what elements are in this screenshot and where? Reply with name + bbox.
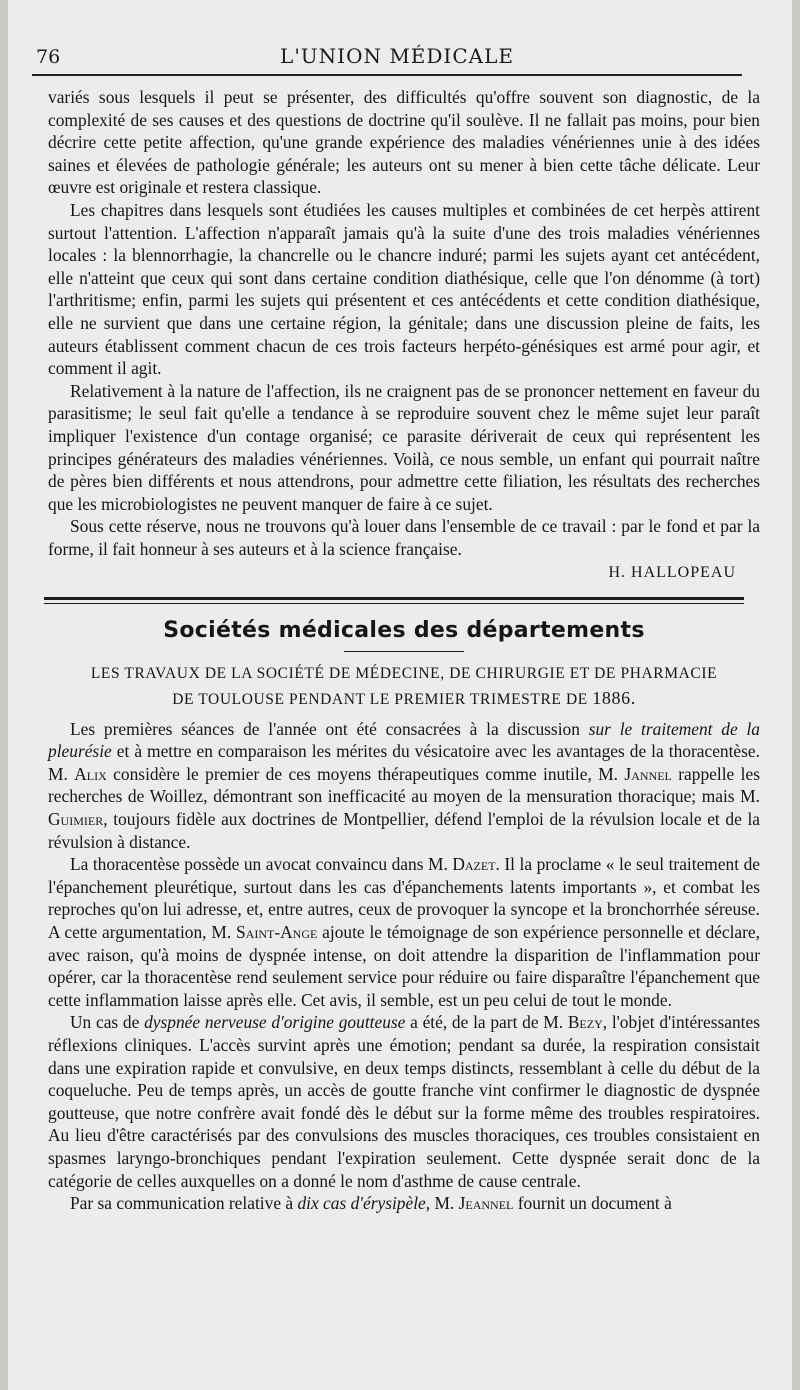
review-paragraph-1: variés sous lesquels il peut se présenter, des difficultés qu'offre souvent son diagnostic, de la complexité de ses causes et des questions de doctrine qu'il soulève. Il ne fallait pas moins, pour bien décrire cette petite affection, qu'une grande expérience des maladies vénériennes unie à des idées saines et élevées de pathologie générale; les auteurs ont su mener à bien cette tâche délicate. Leur œuvre est originale et restera classique. — [48, 87, 760, 198]
text-run: La thoracentèse possède un avocat convaincu dans M. — [70, 854, 453, 875]
italic-run: sur le traitement de la pleurésie — [48, 718, 760, 762]
article-title-year: 1886. — [592, 687, 636, 708]
italic-run: dix cas d'érysipèle — [297, 1193, 426, 1214]
review-signature: H. HALLOPEAU — [608, 564, 736, 582]
text-run: . Il la proclame « le seul traitement de l'épanchement pleurétique, surtout dans les cas d'épanchements latents importants », et combat les reproches qu'on lui adresse, et, entre autres, ceux de provoquer la syncope et la bronchorrhée séreuse. A cette argumentation, M. — [48, 854, 760, 942]
text-run: rappelle les recherches de Woillez, démontrant son inefficacité au moyen de la mensuration thoracique; mais M. — [48, 763, 760, 807]
article-paragraph-1 — [48, 718, 760, 854]
section-title: Sociétés médicales des départements — [163, 618, 645, 644]
review-paragraph-2: Les chapitres dans lesquels sont étudiées les causes multiples et combinées de cet herpès attirent surtout l'attention. L'affection n'apparaît jamais qu'à la suite d'une des trois maladies vénériennes locales : la blennorrhagie, la chancrelle ou le chancre induré; parmi les sujets ayant cet antécédent, elle n'atteint que ceux qui sont dans certaine condition diathésique, celle que l'on dénomme (à tort) l'arthritisme; enfin, parmi les sujets qui présentent et ces antécédents et cette condition diathésique, elle ne survient que dans une certaine région, la génitale; dans une discussion pleine de faits, les auteurs établissent comment chacun de ces trois facteurs herpéto-génésiques est armé pour agir, et comment il agit. — [48, 199, 760, 379]
author-name: Alix — [74, 763, 107, 784]
text-run: Un cas de — [70, 1012, 145, 1033]
article-title-line-2 — [48, 686, 760, 712]
author-name: Saint-Ange — [235, 922, 318, 942]
article-paragraph-2 — [48, 853, 760, 1011]
header-rule — [32, 74, 742, 76]
journal-page — [8, 0, 792, 1390]
article-title-line-2-text: DE TOULOUSE PENDANT LE PREMIER TRIMESTRE DE — [172, 690, 593, 708]
text-run: , toujours fidèle aux doctrines de Montpellier, défend l'emploi de la révulsion locale et de la révulsion à distance. — [48, 809, 760, 852]
text-run: fournit un document à — [513, 1193, 672, 1214]
section-divider — [44, 597, 744, 604]
article-title-line-1: LES TRAVAUX DE LA SOCIÉTÉ DE MÉDECINE, DE CHIRURGIE ET DE PHARMACIE — [90, 664, 718, 682]
page-number: 76 — [36, 46, 61, 68]
text-run: considère le premier de ces moyens thérapeutiques comme inutile, M. — [106, 763, 625, 784]
section-title-rule — [344, 651, 464, 652]
review-paragraph-4: Sous cette réserve, nous ne trouvons qu'à louer dans l'ensemble de ce travail : par le fond et par la forme, il fait honneur à ses auteurs et à la science française. — [48, 516, 760, 559]
running-head — [32, 40, 762, 74]
author-name: Dazet — [452, 854, 496, 875]
text-run: et à mettre en comparaison les mérites du vésicatoire avec les avantages de la thoracentèse. M. — [48, 741, 760, 784]
text-run: ajoute le témoignage de son expérience personnelle et déclare, avec raison, qu'à moins de dyspnée intense, on doit attendre la disparition de l'inflammation pour opérer, car la thoracentèse rend seulement service pour réduire ou faire disparaître l'épanchement que cette inflammation laisse après elle. Cet avis, il semble, est un peu celui de tout le monde. — [48, 922, 760, 1010]
author-name: Guimier — [48, 809, 104, 830]
text-run: a été, de la part de M. — [405, 1012, 568, 1033]
text-run: Les premières séances de l'année ont été consacrées à la discussion — [70, 718, 589, 739]
text-run: , l'objet d'intéressantes réflexions cliniques. L'accès survint après une émotion; pendant sa durée, la respiration consistait dans une expiration rapide et convulsive, en deux temps distincts, ressemblant à celle du début de la coqueluche. Peu de temps après, un accès de goutte franche vint confirmer le diagnostic de dyspnée goutteuse, que notre confrère avait fondé dès le début sur la forme même des troubles respiratoires. Au lieu d'être caractérisés par des convulsions des muscles thoraciques, ces troubles consistaient en spasmes laryngo-bronchiques pendant l'expiration seulement. Cette dyspnée serait donc de la catégorie de celles auxquelles on a donné le nom d'asthme de cause centrale. — [48, 1012, 761, 1191]
article-paragraph-4 — [48, 1192, 760, 1215]
author-name: Jeannel — [458, 1193, 514, 1214]
author-name: Jannel — [624, 763, 672, 784]
text-run: , M. — [425, 1193, 459, 1214]
text-column — [48, 86, 760, 1215]
journal-title: L'UNION MÉDICALE — [280, 44, 514, 68]
text-run: Par sa communication relative à — [70, 1193, 298, 1214]
review-paragraph-3: Relativement à la nature de l'affection, ils ne craignent pas de se prononcer nettement en faveur du parasitisme; le seul fait qu'elle a tendance à se reproduire souvent chez le même sujet leur paraît impliquer l'existence d'un contage organisé; ce parasite dériverait de ceux qui représentent les principes générateurs des maladies vénériennes. Voilà, ce nous semble, un enfant qui pourrait naître de pères bien différents et nous attendrons, pour admettre cette filiation, les résultats des recherches que les microbiologistes ne peuvent manquer de faire à ce sujet. — [48, 380, 760, 514]
author-name: Bezy — [567, 1012, 603, 1033]
article-paragraph-3 — [48, 1011, 760, 1192]
article-title — [48, 662, 760, 712]
italic-run: dyspnée nerveuse d'origine goutteuse — [144, 1012, 406, 1033]
